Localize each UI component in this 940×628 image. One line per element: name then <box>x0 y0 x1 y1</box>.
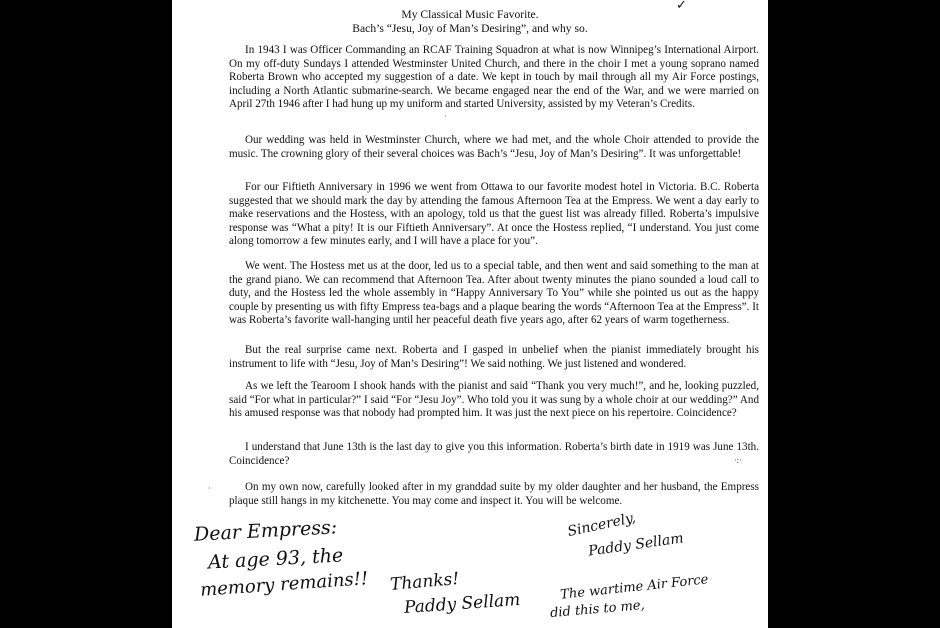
ink-speck: · <box>444 112 447 121</box>
ink-speck: ·:· <box>734 456 742 465</box>
paragraph-4: We went. The Hostess met us at the door, led us to a special table, and then went and said something to the man at the grand piano. We can recommend that Afternoon Tea. After about twenty minutes the piano sounded a loud call to duty, and the Hostess led the whole assembly in “Happy Anniversary To You” while she pointed us out as the happy couple by presenting us with fifty Empress tea-bags and a plaque bearing the words “Afternoon Tea at the Empress”. It was Roberta’s favorite wall-hanging until her peaceful death five years ago, after 62 years of warm togetherness. <box>229 260 759 326</box>
paragraph-8: On my own now, carefully looked after in my granddad suite by my older daughter and her husband, the Empress plaque still hangs in my kitchenette. You may come and inspect it. You will be welcome. <box>229 481 759 507</box>
handwritten-thanks: Thanks! <box>389 569 460 595</box>
paragraph-2: Our wedding was held in Westminster Church, where we had met, and the whole Choir attended to provide the music. The crowning glory of their several choices was Bach’s “Jesu, Joy of Man’s Desiring”. It was unforgettable! <box>229 134 759 160</box>
paragraph-6: As we left the Tearoom I shook hands with the pianist and said “Thank you very much!”, and he, looking puzzled, said “For what in particular?” I said “For “Jesu Joy”. Who told you it was sung by a whole choir at our wedding?” And his amused response was that nobody had prompted him. It was just the next piece on his repertoire. Coincidence? <box>229 380 759 419</box>
ink-speck: · <box>208 484 211 493</box>
letter-title: My Classical Music Favorite. <box>401 8 539 21</box>
handwritten-note-line-2: did this to me, <box>549 597 646 622</box>
check-mark: ✓ <box>676 0 687 13</box>
letter-subtitle: Bach’s “Jesu, Joy of Man’s Desiring”, and why so. <box>352 22 588 35</box>
paragraph-3: For our Fiftieth Anniversary in 1996 we went from Ottawa to our favorite modest hotel in Victoria. B.C. Roberta suggested that we should mark the day by attending the famous Afternoon Tea at the Empress. We went a day early to make reservations and the Hostess, with an apology, told us that the guest list was already filled. Roberta’s impulsive response was “What a pity! It is our Fiftieth Anniversary”. At once the Hostess replied, “I understand. You just come along tomorrow a few minutes early, and I will have a place for you”. <box>229 181 759 247</box>
handwritten-line-1: At age 93, the <box>207 544 344 574</box>
handwritten-line-2: memory remains!! <box>199 568 369 601</box>
handwritten-closing: Sincerely, <box>566 509 638 541</box>
handwritten-note-line-1: The wartime Air Force <box>559 572 710 603</box>
paragraph-7: I understand that June 13th is the last day to give you this information. Roberta’s birth date in 1919 was June 13th. Coincidence? <box>229 441 759 467</box>
paragraph-1: In 1943 I was Officer Commanding an RCAF Training Squadron at what is now Winnipeg’s International Airport. On my off-duty Sundays I attended Westminster United Church, and there in the choir I met a young soprano named Roberta Brown who accepted my suggestion of a date. We kept in touch by mail through all my Air Force postings, including a North Atlantic submarine-search. We became engaged near the end of the War, and we were married on April 27th 1946 after I had hung up my uniform and started University, assisted by my Veteran’s Credits. <box>229 44 759 110</box>
handwritten-signature-right: Paddy Sellam <box>587 530 685 560</box>
letter-page <box>172 0 768 628</box>
handwritten-signature-left: Paddy Sellam <box>403 589 521 619</box>
handwritten-greeting: Dear Empress: <box>193 516 338 546</box>
paragraph-5: But the real surprise came next. Roberta and I gasped in unbelief when the pianist immediately brought his instrument to life with “Jesu, Joy of Man’s Desiring”! We said nothing. We just listened and wondered. <box>229 344 759 370</box>
